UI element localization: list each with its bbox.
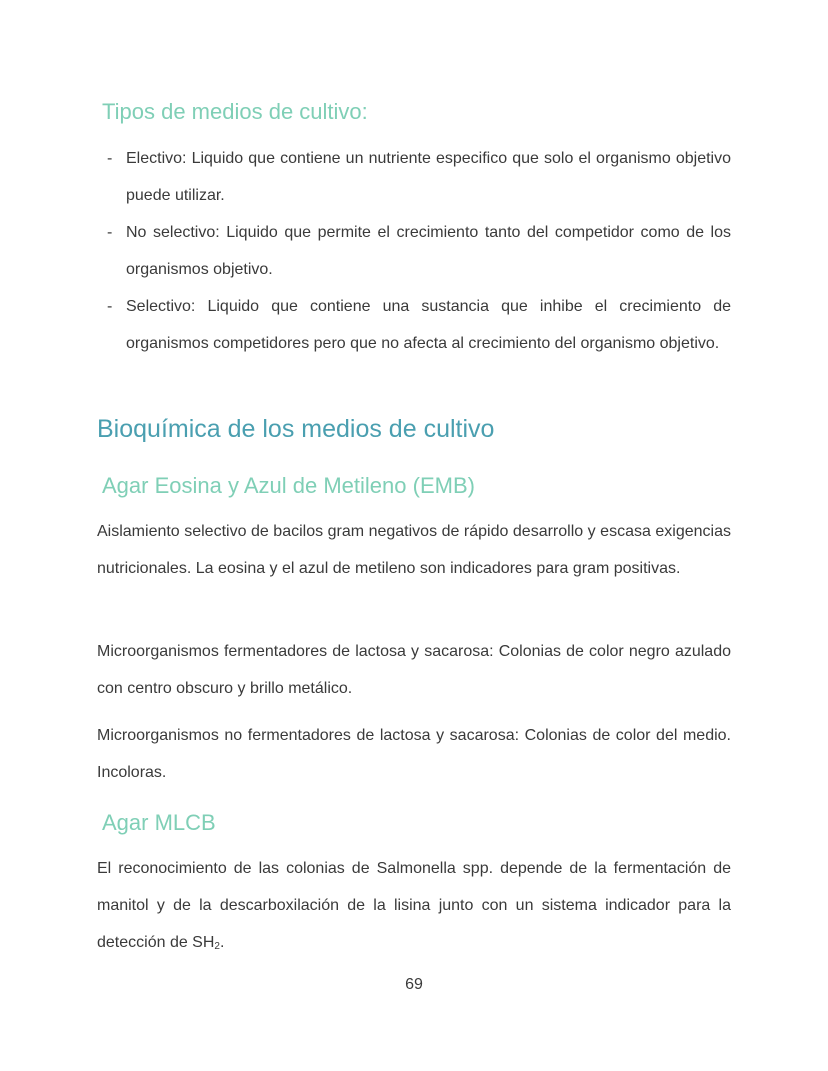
page-number: 69 (405, 976, 423, 993)
bullet-dash: - (107, 150, 113, 167)
paragraph-emb-description: Aislamiento selectivo de bacilos gram negativos de rápido desarrollo y escasa exigencias nutricionales. La eosina y el azul de metileno son indicadores para gram positivas. (97, 523, 731, 577)
list-item (97, 288, 731, 362)
paragraph-emb-fermenters: Microorganismos fermentadores de lactosa y sacarosa: Colonias de color negro azulado con centro obscuro y brillo metálico. (97, 643, 731, 697)
paragraph-mlcb-text: El reconocimiento de las colonias de Salmonella spp. depende de la fermentación de manitol y de la descarboxilación de la lisina junto con un sistema indicador para la detección de SH (97, 860, 731, 951)
list-item-text: Selectivo: Liquido que contiene una sustancia que inhibe el crecimiento de organismos competidores pero que no afecta al crecimiento del organismo objetivo. (126, 298, 731, 352)
heading-agar-emb: Agar Eosina y Azul de Metileno (EMB) (102, 473, 475, 498)
culture-types-list (97, 140, 731, 362)
paragraph-mlcb-end: . (219, 934, 225, 951)
heading-agar-mlcb: Agar MLCB (102, 810, 216, 835)
list-item-text: No selectivo: Liquido que permite el crecimiento tanto del competidor como de los organismos objetivo. (126, 224, 731, 278)
heading-bioquimica: Bioquímica de los medios de cultivo (97, 415, 495, 443)
bullet-dash: - (107, 298, 113, 315)
subscript-two: 2 (214, 941, 220, 952)
paragraph-emb-non-fermenters: Microorganismos no fermentadores de lactosa y sacarosa: Colonias de color del medio. Incoloras. (97, 727, 731, 781)
list-item-text: Electivo: Liquido que contiene un nutriente especifico que solo el organismo objetivo puede utilizar. (126, 150, 731, 204)
paragraph-mlcb (97, 850, 731, 965)
list-item (97, 140, 731, 214)
bullet-dash: - (107, 224, 113, 241)
list-item (97, 214, 731, 288)
heading-tipos-medios: Tipos de medios de cultivo: (102, 99, 368, 124)
